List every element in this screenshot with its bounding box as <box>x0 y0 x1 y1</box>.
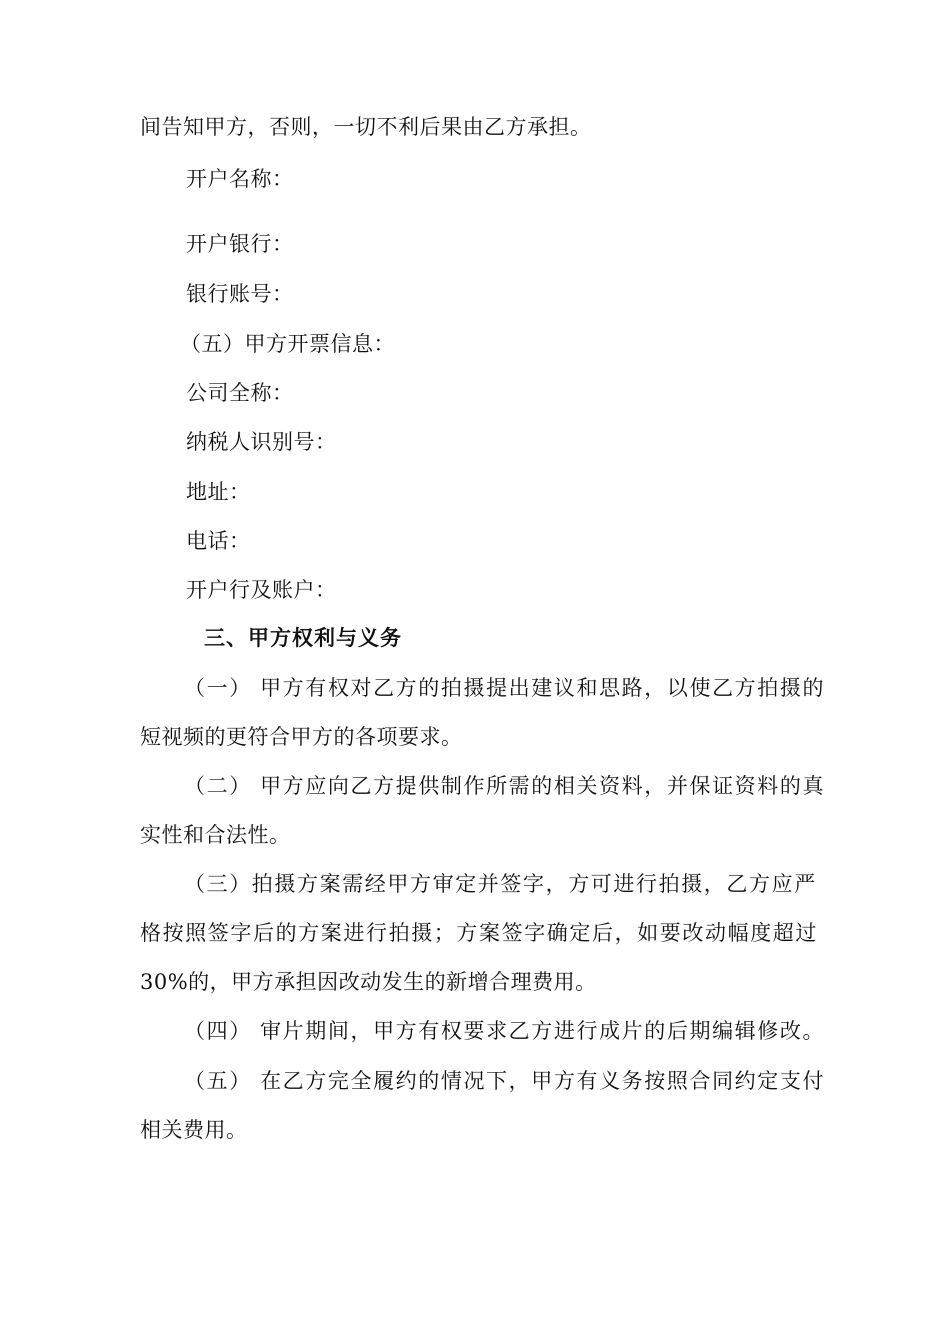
paragraph-line: （一） 甲方有权对乙方的拍摄提出建议和思路，以使乙方拍摄的 <box>184 676 826 700</box>
field-label-bank-account: 开户行及账户： <box>186 578 337 602</box>
section-invoice-info: （五）甲方开票信息： <box>180 332 395 356</box>
field-label-company-name: 公司全称： <box>186 381 294 405</box>
paragraph-line: （三）拍摄方案需经甲方审定并签字，方可进行拍摄，乙方应严 <box>184 872 817 896</box>
field-label-taxpayer-id: 纳税人识别号： <box>186 430 337 454</box>
field-label-address: 地址： <box>186 480 251 504</box>
paragraph-line: 30%的，甲方承担因改动发生的新增合理费用。 <box>140 970 597 994</box>
paragraph-line: 短视频的更符合甲方的各项要求。 <box>140 725 463 749</box>
paragraph-line: 相关费用。 <box>140 1118 248 1142</box>
paragraph-line: 格按照签字后的方案进行拍摄；方案签字确定后，如要改动幅度超过 <box>140 921 818 945</box>
paragraph-line: （四） 审片期间，甲方有权要求乙方进行成片的后期编辑修改。 <box>184 1019 826 1043</box>
text-line: 间告知甲方，否则，一切不利后果由乙方承担。 <box>140 115 592 139</box>
paragraph-line: （五） 在乙方完全履约的情况下，甲方有义务按照合同约定支付 <box>184 1069 826 1093</box>
section-heading: 三、甲方权利与义务 <box>204 626 402 650</box>
field-label-bank: 开户银行： <box>186 232 294 256</box>
field-label-account-number: 银行账号： <box>186 282 294 306</box>
paragraph-line: 实性和合法性。 <box>140 823 291 847</box>
field-label-phone: 电话： <box>186 529 251 553</box>
paragraph-line: （二） 甲方应向乙方提供制作所需的相关资料，并保证资料的真 <box>184 774 826 798</box>
field-label-account-name: 开户名称： <box>186 167 294 191</box>
